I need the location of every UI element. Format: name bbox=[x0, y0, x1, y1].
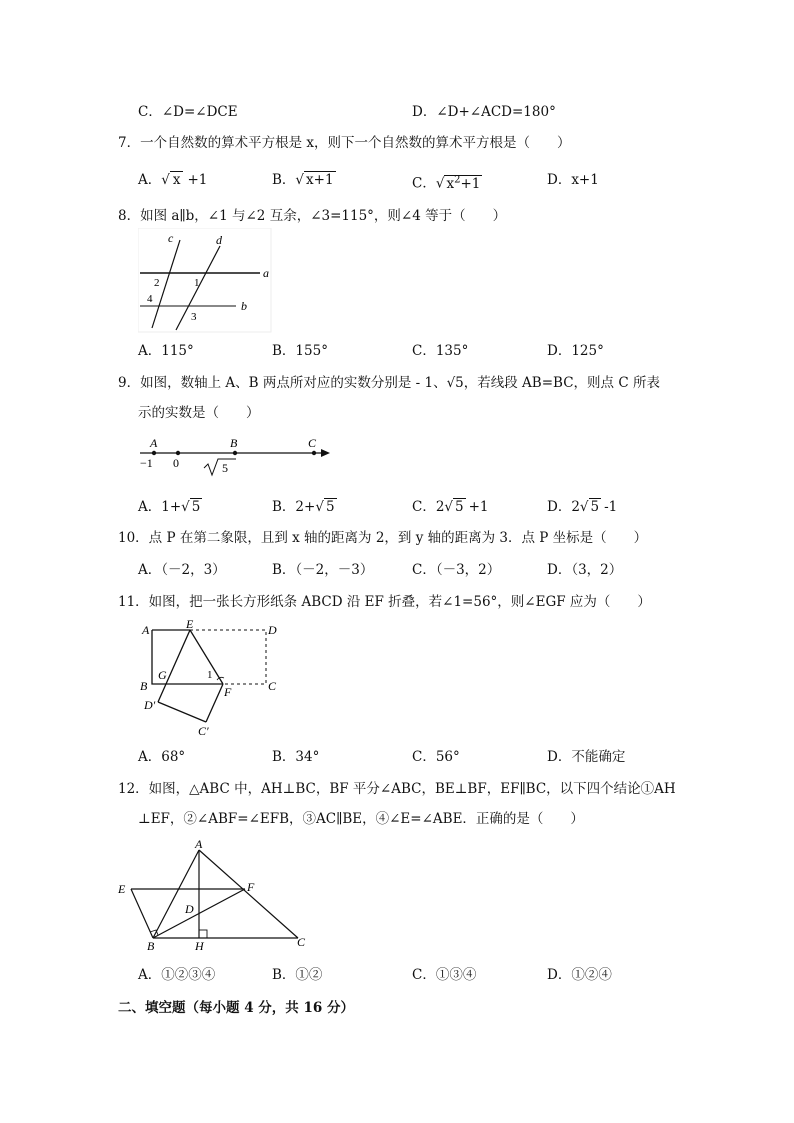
q12-triangle-figure bbox=[115, 836, 315, 954]
q11-option-c: C．56° bbox=[412, 749, 460, 765]
q9-label-zero: 0 bbox=[173, 456, 179, 470]
q9-label-A: A bbox=[150, 436, 158, 450]
q7-opt-c-base: x bbox=[446, 175, 455, 192]
q10-stem: 10．点 P 在第二象限，且到 x 轴的距离为 2，到 y 轴的距离为 3．点 P 坐标是（ ） bbox=[118, 530, 648, 546]
q9-option-a bbox=[138, 497, 202, 517]
q12-label-E: E bbox=[118, 882, 126, 896]
q7-option-c bbox=[412, 170, 482, 194]
q7-option-a bbox=[138, 170, 207, 190]
q9-label-B: B bbox=[230, 436, 238, 450]
q11-label-E: E bbox=[186, 618, 194, 631]
sqrt-radical-icon: √ bbox=[579, 499, 589, 515]
q11-label-C-prime: C′ bbox=[198, 724, 209, 738]
q7-option-d: D．x+1 bbox=[547, 172, 599, 188]
q9-stem-line1: 9．如图，数轴上 A、B 两点所对应的实数分别是 - 1、√5，若线段 AB=BC，则点 C 所表 bbox=[118, 375, 660, 391]
q8-option-b: B．155° bbox=[272, 343, 328, 359]
q9-number-line-figure bbox=[138, 434, 333, 478]
q11-option-a: A．68° bbox=[138, 749, 186, 765]
q11-label-F: F bbox=[224, 685, 232, 699]
q10-option-b: B．（－2，－3） bbox=[272, 562, 374, 578]
q9-opt-c-radicand: 5 bbox=[455, 499, 464, 515]
q8-label-a: a bbox=[263, 266, 269, 280]
q11-label-A: A bbox=[142, 623, 150, 637]
q7-stem: 7．一个自然数的算术平方根是 x，则下一个自然数的算术平方根是（ ） bbox=[118, 135, 571, 151]
sqrt-radical-icon: √ bbox=[181, 499, 190, 515]
q9-option-c bbox=[412, 497, 489, 517]
q9-label-root-five: 5 bbox=[222, 461, 228, 475]
q9-option-b bbox=[272, 497, 337, 517]
q7-opt-a-suffix: +1 bbox=[187, 172, 208, 188]
q9-stem-line2: 示的实数是（ ） bbox=[138, 405, 260, 421]
q11-label-B: B bbox=[140, 679, 148, 693]
q8-angle-1: 1 bbox=[194, 277, 200, 289]
q12-label-C: C bbox=[297, 935, 306, 949]
q9-opt-c-suffix: +1 bbox=[468, 499, 489, 515]
q7-opt-a-prefix: A． bbox=[138, 172, 162, 188]
sqrt-radical-icon: √ bbox=[161, 172, 170, 188]
q12-label-A: A bbox=[195, 837, 203, 851]
q12-label-D: D bbox=[185, 902, 194, 916]
q9-label-C: C bbox=[308, 436, 317, 450]
q9-opt-d-radicand: 5 bbox=[590, 499, 600, 515]
q10-option-c: C．（－3，2） bbox=[412, 562, 501, 578]
q11-label-G: G bbox=[158, 668, 167, 682]
q7-opt-a-radicand: x bbox=[170, 171, 184, 188]
q12-option-b: B．①② bbox=[272, 967, 323, 983]
q11-option-d: D．不能确定 bbox=[547, 749, 626, 765]
sqrt-radical-icon: √ bbox=[315, 499, 324, 515]
q8-angle-2: 2 bbox=[154, 277, 160, 289]
q7-opt-c-prefix: C． bbox=[412, 175, 436, 192]
q9-label-minus-one: −1 bbox=[140, 456, 153, 470]
q9-opt-d-suffix: -1 bbox=[604, 499, 618, 515]
q9-opt-b-radicand: 5 bbox=[325, 499, 335, 515]
q7-opt-c-exponent: 2 bbox=[454, 174, 461, 185]
q8-figure bbox=[138, 228, 273, 334]
sqrt-radical-icon: √ bbox=[435, 175, 445, 192]
q8-option-c: C．135° bbox=[412, 343, 469, 359]
q7-opt-b-prefix: B． bbox=[272, 172, 296, 188]
q7-opt-c-radicand bbox=[444, 175, 482, 192]
q9-opt-c-prefix: C．2 bbox=[412, 499, 445, 515]
q11-label-C: C bbox=[268, 679, 277, 693]
q12-label-F: F bbox=[247, 880, 255, 894]
q8-option-a: A．115° bbox=[138, 343, 194, 359]
q12-option-a: A．①②③④ bbox=[138, 967, 216, 983]
q11-option-b: B．34° bbox=[272, 749, 320, 765]
q11-stem: 11．如图，把一张长方形纸条 ABCD 沿 EF 折叠，若∠1=56°，则∠EGF 应为（ ） bbox=[118, 594, 651, 610]
q8-option-d: D．125° bbox=[547, 343, 604, 359]
q12-label-B: B bbox=[147, 939, 155, 953]
q6-option-c: C．∠D=∠DCE bbox=[138, 104, 238, 120]
sqrt-radical-icon: √ bbox=[444, 499, 454, 515]
q10-option-a: A．（－2，3） bbox=[138, 562, 226, 578]
q11-angle-1: 1 bbox=[207, 669, 213, 681]
q8-label-c: c bbox=[168, 231, 174, 245]
q12-option-c: C．①③④ bbox=[412, 967, 477, 983]
q8-angle-3: 3 bbox=[191, 311, 197, 323]
q12-option-d: D．①②④ bbox=[547, 967, 612, 983]
q9-opt-d-prefix: D．2 bbox=[547, 499, 580, 515]
q12-stem-line2: ⊥EF，②∠ABF=∠EFB，③AC∥BE，④∠E=∠ABE．正确的是（ ） bbox=[138, 811, 584, 827]
q8-label-d: d bbox=[216, 233, 222, 247]
q11-folded-paper-figure bbox=[138, 618, 283, 740]
q8-angle-4: 4 bbox=[147, 293, 153, 305]
section-2-heading: 二、填空题（每小题 4 分，共 16 分） bbox=[118, 1000, 354, 1016]
q10-option-d: D．（3，2） bbox=[547, 562, 623, 578]
q7-opt-b-radicand: x+1 bbox=[306, 172, 334, 188]
q6-option-d: D．∠D+∠ACD=180° bbox=[412, 104, 556, 120]
q11-label-D-prime: D′ bbox=[144, 698, 156, 712]
sqrt-radical-icon: √ bbox=[295, 172, 305, 188]
q9-opt-a-prefix: A．1+ bbox=[138, 499, 182, 515]
q7-opt-c-plus-one: +1 bbox=[460, 175, 481, 192]
q9-opt-b-prefix: B．2+ bbox=[272, 499, 316, 515]
q8-stem: 8．如图 a∥b，∠1 与∠2 互余，∠3=115°，则∠4 等于（ ） bbox=[118, 208, 507, 224]
sqrt-radical-icon bbox=[204, 459, 236, 475]
q12-stem-line1: 12．如图，△ABC 中，AH⊥BC，BF 平分∠ABC，BE⊥BF，EF∥BC，以下四个结论①AH bbox=[118, 781, 676, 797]
q8-label-b: b bbox=[241, 299, 247, 313]
q11-label-D: D bbox=[268, 623, 277, 637]
q7-option-b bbox=[272, 170, 336, 190]
q12-label-H: H bbox=[195, 939, 204, 953]
q9-option-d bbox=[547, 497, 617, 517]
q9-opt-a-radicand: 5 bbox=[191, 499, 201, 515]
